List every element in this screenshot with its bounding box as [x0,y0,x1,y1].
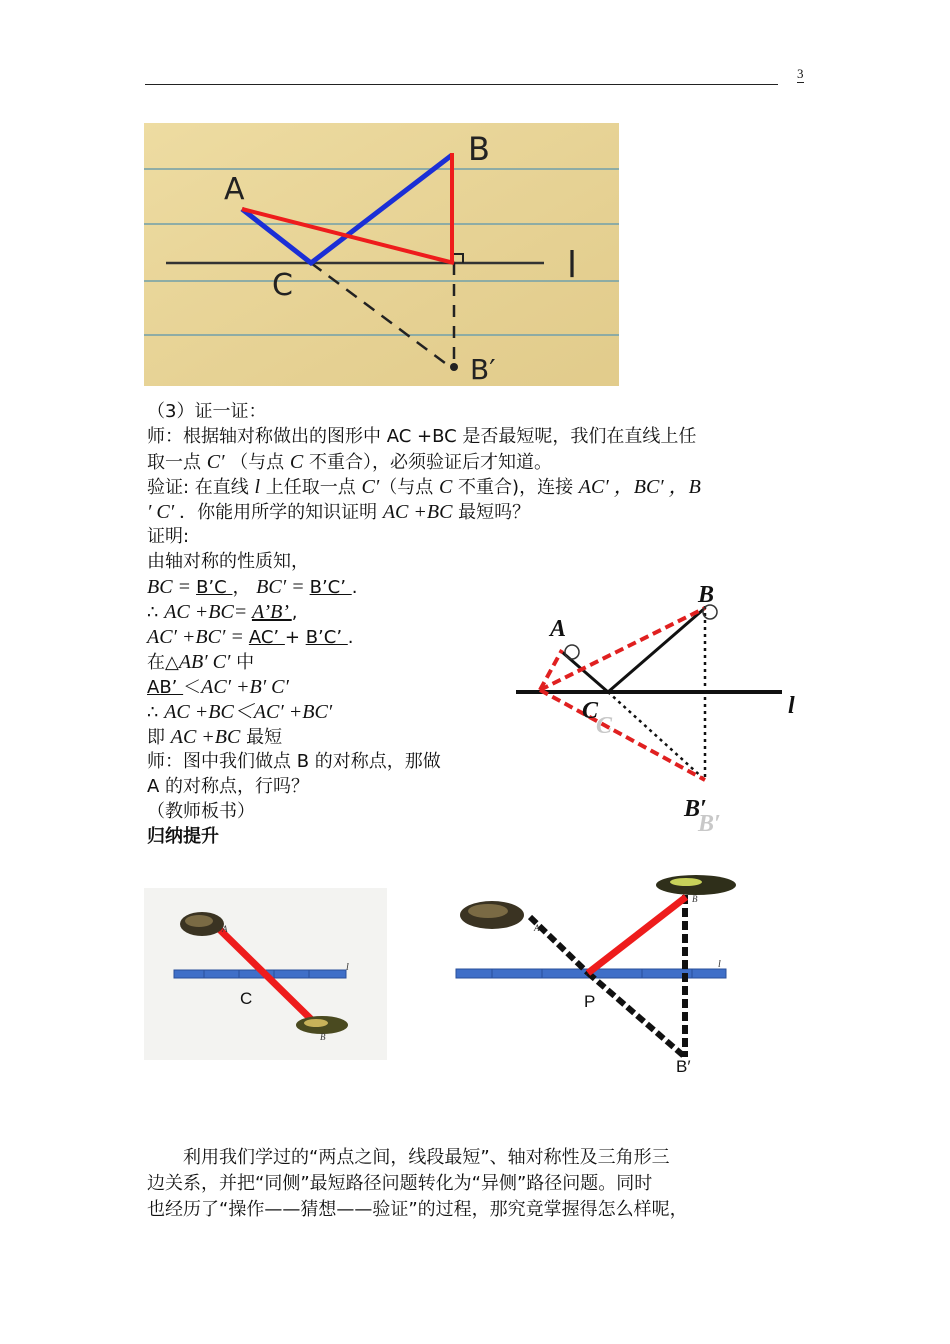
text-line-10 [147,625,354,650]
text-line-8 [147,575,357,600]
text-seg: ∴ [147,602,165,623]
text-math: C′ [206,451,225,473]
text-seg: 即 [147,727,171,748]
fig2-label-c: C [582,698,599,724]
text-seg: , [291,602,298,623]
text-seg: ＜ [183,677,202,698]
text-seg: ∴ [147,702,165,723]
blank-answer: AB’ [147,677,184,698]
text-line-1: （3）证一证： [147,401,267,422]
fig1-label-c: C [272,268,293,303]
text-line-2: 师：根据轴对称做出的图形中 AC +BC 是否最短呢，我们在直线上任 [147,426,697,447]
text-seg: ．你能用所学的知识证明 [179,502,383,523]
text-seg: 上任取一点 [260,477,362,498]
fig1-label-b: B [468,130,490,168]
text-line-9 [147,600,297,625]
text-seg: 验证: 在直线 [147,477,255,498]
paragraph-line-1: 利用我们学过的“两点之间，线段最短”、轴对称性及三角形三 [183,1147,670,1168]
text-line-13 [147,700,332,725]
text-math: AC′ +B′ C′ [201,676,289,698]
blank-answer: AC’ [248,627,285,648]
text-math: ′ C′ [147,501,180,523]
text-math: AC +BC= [164,601,252,623]
fig2-label-b-prime-shadow: B′ [698,811,721,837]
text-seg: ， [232,577,257,598]
text-line-17: （教师板书） [147,801,255,822]
paragraph-line-2: 边关系，并把“同侧”最短路径问题转化为“异侧”路径问题。同时 [147,1173,653,1194]
header-rule [145,84,778,85]
fig2-label-b: B [698,582,715,608]
text-math: AC +BC＜AC′ +BC′ [164,701,333,723]
text-line-5 [147,500,530,525]
text-seg: （与点 [379,477,439,498]
blank-answer: B’C [196,577,233,598]
fig4-label-b: B [692,894,698,904]
text-seg: . [351,577,358,598]
figure-proof-diagram [510,578,810,838]
text-seg: + [284,627,306,648]
fig4-label-l: l [718,959,721,970]
fig1-label-a: A [224,172,245,207]
fig4-label-a: A [534,923,540,933]
text-line-4 [147,475,701,500]
text-math: C [438,476,453,498]
text-math: AC′ +BC′ = [147,626,249,648]
blank-answer: B’C’ [305,627,348,648]
text-line-16: A 的对称点，行吗？ [147,776,310,797]
section-heading: 归纳提升 [147,826,219,847]
summary-paragraph [147,1145,807,1223]
text-seg: 在△ [147,652,179,673]
text-line-12 [147,675,289,700]
text-math: AC +BC [170,726,241,748]
text-seg: （与点 [224,452,290,473]
text-math: AC′ ，BC′ ，B [578,476,701,498]
figure-same-side-reflection [452,867,742,1077]
text-seg: 取一点 [147,452,207,473]
text-seg: 中 [230,652,255,673]
text-math: l [254,476,261,498]
fig3-label-c: C [240,989,253,1008]
text-line-15: 师：图中我们做点 B 的对称点，那做 [147,751,441,772]
fig2-label-c-shadow: C [596,713,613,739]
text-seg: 不重合)，连接 [452,477,579,498]
fig3-label-b: B [320,1032,326,1042]
text-seg: 最短 [240,727,283,748]
fig4-label-p: P [584,992,596,1011]
fig2-label-b-prime: B′ [684,796,707,822]
fig4-label-b-prime: B′ [676,1057,691,1076]
text-line-7: 由轴对称的性质知， [147,551,309,572]
fig2-label-a: A [550,616,567,642]
paragraph-line-3: 也经历了“操作——猜想——验证”的过程，那究竟掌握得怎么样呢， [147,1199,688,1220]
fig2-label-l: l [788,693,795,719]
fig1-label-b-prime: B′ [470,353,496,386]
blank-answer: A’B’ [251,601,292,623]
text-math: AC +BC [382,501,453,523]
page-number: 3 [797,66,804,81]
text-line-11 [147,650,254,675]
text-math: BC = [147,576,197,598]
figure-opposite-sides [144,888,387,1060]
text-math: AB′ C′ [178,651,231,673]
text-line-3 [147,450,552,475]
text-line-6: 证明: [147,526,190,547]
fig3-label-l: l [346,962,349,973]
text-math: C′ [361,476,380,498]
text-line-14 [147,725,282,750]
text-seg: 最短吗？ [452,502,531,523]
blank-answer: B’C’ [309,577,352,598]
text-math: C [289,451,304,473]
text-math: BC′ = [256,576,310,598]
text-seg: 不重合），必须验证后才知道。 [303,452,552,473]
figure-notebook-sketch [144,123,619,386]
fig1-label-l: l [567,245,578,286]
fig3-label-a: A [222,924,228,934]
text-seg: . [347,627,354,648]
